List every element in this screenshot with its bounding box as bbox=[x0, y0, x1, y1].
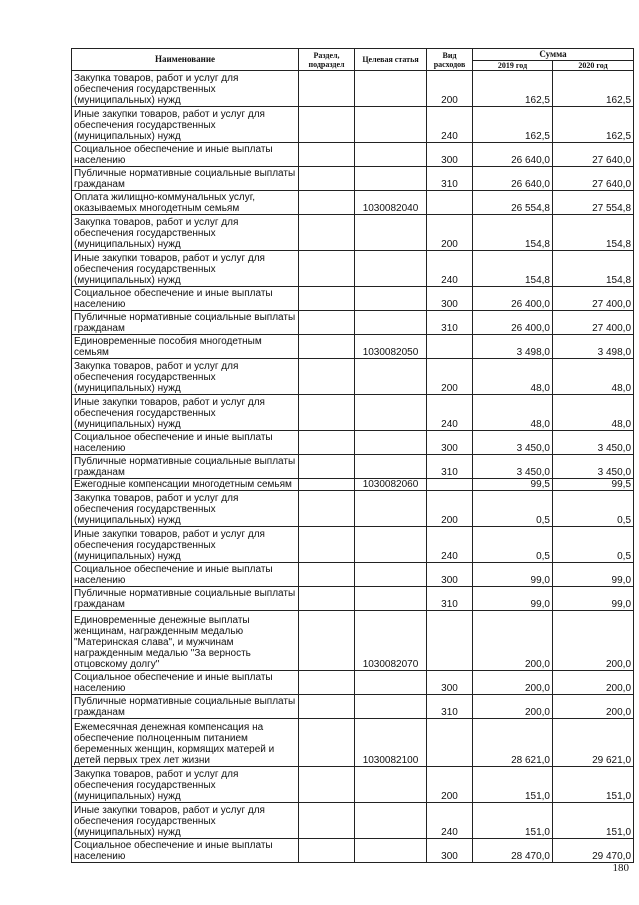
row-sum-2020: 154,8 bbox=[553, 251, 634, 287]
table-row bbox=[72, 191, 634, 215]
row-section bbox=[299, 167, 355, 191]
row-sum-2020: 3 450,0 bbox=[553, 455, 634, 479]
row-sum-2020: 27 400,0 bbox=[553, 287, 634, 311]
row-name: Закупка товаров, работ и услуг для обеспечения государственных (муниципальных) нужд bbox=[72, 767, 299, 803]
row-name: Публичные нормативные социальные выплаты гражданам bbox=[72, 587, 299, 611]
row-sum-2020: 29 621,0 bbox=[553, 719, 634, 767]
row-section bbox=[299, 359, 355, 395]
row-name: Иные закупки товаров, работ и услуг для обеспечения государственных (муниципальных) нужд bbox=[72, 527, 299, 563]
row-target bbox=[355, 71, 427, 107]
row-target bbox=[355, 455, 427, 479]
row-sum-2020: 151,0 bbox=[553, 767, 634, 803]
row-target bbox=[355, 287, 427, 311]
row-section bbox=[299, 311, 355, 335]
row-target bbox=[355, 563, 427, 587]
header-type: Вид расходов bbox=[427, 49, 473, 71]
row-sum-2020: 200,0 bbox=[553, 611, 634, 671]
row-name: Иные закупки товаров, работ и услуг для обеспечения государственных (муниципальных) нужд bbox=[72, 107, 299, 143]
row-target: 1030082060 bbox=[355, 479, 427, 491]
header-section: Раздел, подраздел bbox=[299, 49, 355, 71]
row-sum-2020: 27 400,0 bbox=[553, 311, 634, 335]
row-type: 200 bbox=[427, 491, 473, 527]
row-sum-2019: 154,8 bbox=[473, 215, 553, 251]
row-target bbox=[355, 431, 427, 455]
row-sum-2019: 26 554,8 bbox=[473, 191, 553, 215]
row-section bbox=[299, 191, 355, 215]
row-name: Социальное обеспечение и иные выплаты населению bbox=[72, 839, 299, 863]
row-type: 300 bbox=[427, 143, 473, 167]
row-name: Оплата жилищно-коммунальных услуг, оказываемых многодетным семьям bbox=[72, 191, 299, 215]
table-row bbox=[72, 719, 634, 767]
table-body bbox=[72, 71, 634, 863]
table-row bbox=[72, 71, 634, 107]
row-type: 240 bbox=[427, 251, 473, 287]
row-name: Социальное обеспечение и иные выплаты населению bbox=[72, 671, 299, 695]
row-name: Публичные нормативные социальные выплаты гражданам bbox=[72, 167, 299, 191]
row-section bbox=[299, 695, 355, 719]
row-target: 1030082100 bbox=[355, 719, 427, 767]
row-type: 300 bbox=[427, 287, 473, 311]
row-type: 300 bbox=[427, 839, 473, 863]
row-section bbox=[299, 719, 355, 767]
table-row bbox=[72, 611, 634, 671]
row-sum-2019: 162,5 bbox=[473, 107, 553, 143]
row-type: 200 bbox=[427, 71, 473, 107]
table-row bbox=[72, 803, 634, 839]
table-row bbox=[72, 215, 634, 251]
table-row bbox=[72, 563, 634, 587]
row-name: Закупка товаров, работ и услуг для обеспечения государственных (муниципальных) нужд bbox=[72, 215, 299, 251]
table-row bbox=[72, 839, 634, 863]
table-row bbox=[72, 251, 634, 287]
row-sum-2019: 200,0 bbox=[473, 611, 553, 671]
header-sum: Сумма bbox=[473, 49, 634, 61]
row-name: Социальное обеспечение и иные выплаты населению bbox=[72, 287, 299, 311]
row-target bbox=[355, 167, 427, 191]
row-type: 200 bbox=[427, 215, 473, 251]
row-sum-2019: 154,8 bbox=[473, 251, 553, 287]
row-type bbox=[427, 611, 473, 671]
table-row bbox=[72, 491, 634, 527]
row-sum-2019: 99,5 bbox=[473, 479, 553, 491]
row-sum-2019: 26 640,0 bbox=[473, 143, 553, 167]
row-sum-2019: 3 450,0 bbox=[473, 455, 553, 479]
table-row bbox=[72, 455, 634, 479]
row-type bbox=[427, 479, 473, 491]
row-sum-2020: 151,0 bbox=[553, 803, 634, 839]
row-section bbox=[299, 215, 355, 251]
row-target bbox=[355, 803, 427, 839]
row-target bbox=[355, 671, 427, 695]
row-section bbox=[299, 335, 355, 359]
row-type: 240 bbox=[427, 107, 473, 143]
row-section bbox=[299, 431, 355, 455]
row-target: 1030082040 bbox=[355, 191, 427, 215]
row-sum-2019: 3 498,0 bbox=[473, 335, 553, 359]
header-name: Наименование bbox=[72, 49, 299, 71]
row-target bbox=[355, 251, 427, 287]
row-sum-2019: 151,0 bbox=[473, 767, 553, 803]
row-sum-2020: 99,0 bbox=[553, 563, 634, 587]
row-type bbox=[427, 335, 473, 359]
table-row bbox=[72, 143, 634, 167]
row-sum-2020: 3 498,0 bbox=[553, 335, 634, 359]
table-row bbox=[72, 587, 634, 611]
row-type: 240 bbox=[427, 803, 473, 839]
row-name: Единовременные пособия многодетным семьям bbox=[72, 335, 299, 359]
page-number: 180 bbox=[612, 862, 629, 874]
row-sum-2019: 0,5 bbox=[473, 527, 553, 563]
row-section bbox=[299, 455, 355, 479]
row-sum-2020: 29 470,0 bbox=[553, 839, 634, 863]
row-type: 300 bbox=[427, 563, 473, 587]
row-sum-2019: 26 400,0 bbox=[473, 287, 553, 311]
row-sum-2020: 3 450,0 bbox=[553, 431, 634, 455]
row-sum-2020: 162,5 bbox=[553, 107, 634, 143]
row-sum-2019: 48,0 bbox=[473, 395, 553, 431]
row-section bbox=[299, 107, 355, 143]
row-section bbox=[299, 479, 355, 491]
table-row bbox=[72, 479, 634, 491]
row-type: 240 bbox=[427, 395, 473, 431]
row-section bbox=[299, 527, 355, 563]
row-section bbox=[299, 251, 355, 287]
table-row bbox=[72, 527, 634, 563]
row-type: 310 bbox=[427, 455, 473, 479]
row-sum-2019: 28 621,0 bbox=[473, 719, 553, 767]
row-section bbox=[299, 803, 355, 839]
row-name: Публичные нормативные социальные выплаты гражданам bbox=[72, 455, 299, 479]
row-sum-2020: 27 554,8 bbox=[553, 191, 634, 215]
row-type: 310 bbox=[427, 311, 473, 335]
row-type: 200 bbox=[427, 359, 473, 395]
row-name: Закупка товаров, работ и услуг для обеспечения государственных (муниципальных) нужд bbox=[72, 71, 299, 107]
row-type: 240 bbox=[427, 527, 473, 563]
row-sum-2019: 99,0 bbox=[473, 587, 553, 611]
row-type bbox=[427, 191, 473, 215]
row-sum-2020: 48,0 bbox=[553, 395, 634, 431]
row-type: 310 bbox=[427, 587, 473, 611]
table-row bbox=[72, 287, 634, 311]
row-sum-2020: 154,8 bbox=[553, 215, 634, 251]
row-name: Закупка товаров, работ и услуг для обеспечения государственных (муниципальных) нужд bbox=[72, 491, 299, 527]
row-name: Социальное обеспечение и иные выплаты населению bbox=[72, 563, 299, 587]
table-row bbox=[72, 431, 634, 455]
row-name: Иные закупки товаров, работ и услуг для обеспечения государственных (муниципальных) нужд bbox=[72, 251, 299, 287]
row-sum-2020: 200,0 bbox=[553, 671, 634, 695]
row-target bbox=[355, 311, 427, 335]
row-sum-2019: 200,0 bbox=[473, 671, 553, 695]
row-target bbox=[355, 359, 427, 395]
table-row bbox=[72, 671, 634, 695]
row-section bbox=[299, 287, 355, 311]
row-target: 1030082050 bbox=[355, 335, 427, 359]
row-sum-2020: 99,5 bbox=[553, 479, 634, 491]
row-name: Единовременные денежные выплаты женщинам, награжденным медалью "Материнская слава", и мужчинам награжденным медалью "За верность отцовскому долгу" bbox=[72, 611, 299, 671]
row-name: Закупка товаров, работ и услуг для обеспечения государственных (муниципальных) нужд bbox=[72, 359, 299, 395]
row-section bbox=[299, 611, 355, 671]
row-name: Публичные нормативные социальные выплаты гражданам bbox=[72, 695, 299, 719]
row-sum-2020: 27 640,0 bbox=[553, 143, 634, 167]
row-name: Социальное обеспечение и иные выплаты населению bbox=[72, 143, 299, 167]
row-sum-2019: 48,0 bbox=[473, 359, 553, 395]
row-target bbox=[355, 839, 427, 863]
table-row bbox=[72, 335, 634, 359]
row-sum-2019: 99,0 bbox=[473, 563, 553, 587]
row-target bbox=[355, 491, 427, 527]
header-year-2020: 2020 год bbox=[553, 61, 634, 71]
row-target: 1030082070 bbox=[355, 611, 427, 671]
row-sum-2019: 151,0 bbox=[473, 803, 553, 839]
table-row bbox=[72, 395, 634, 431]
row-section bbox=[299, 587, 355, 611]
row-target bbox=[355, 143, 427, 167]
row-sum-2019: 26 400,0 bbox=[473, 311, 553, 335]
row-type: 300 bbox=[427, 431, 473, 455]
row-section bbox=[299, 839, 355, 863]
row-sum-2019: 162,5 bbox=[473, 71, 553, 107]
row-sum-2019: 200,0 bbox=[473, 695, 553, 719]
row-sum-2020: 0,5 bbox=[553, 527, 634, 563]
row-sum-2019: 28 470,0 bbox=[473, 839, 553, 863]
row-name: Иные закупки товаров, работ и услуг для обеспечения государственных (муниципальных) нужд bbox=[72, 395, 299, 431]
row-sum-2019: 0,5 bbox=[473, 491, 553, 527]
row-sum-2020: 162,5 bbox=[553, 71, 634, 107]
row-section bbox=[299, 767, 355, 803]
row-sum-2020: 99,0 bbox=[553, 587, 634, 611]
table-row bbox=[72, 695, 634, 719]
row-target bbox=[355, 767, 427, 803]
row-section bbox=[299, 563, 355, 587]
row-target bbox=[355, 587, 427, 611]
header-year-2019: 2019 год bbox=[473, 61, 553, 71]
row-name: Публичные нормативные социальные выплаты гражданам bbox=[72, 311, 299, 335]
row-sum-2019: 3 450,0 bbox=[473, 431, 553, 455]
row-type bbox=[427, 719, 473, 767]
row-sum-2020: 200,0 bbox=[553, 695, 634, 719]
row-name: Ежегодные компенсации многодетным семьям bbox=[72, 479, 299, 491]
row-name: Иные закупки товаров, работ и услуг для обеспечения государственных (муниципальных) нужд bbox=[72, 803, 299, 839]
row-target bbox=[355, 527, 427, 563]
row-name: Социальное обеспечение и иные выплаты населению bbox=[72, 431, 299, 455]
table-row bbox=[72, 311, 634, 335]
row-sum-2020: 0,5 bbox=[553, 491, 634, 527]
row-sum-2020: 48,0 bbox=[553, 359, 634, 395]
row-target bbox=[355, 107, 427, 143]
row-name: Ежемесячная денежная компенсация на обеспечение полноценным питанием беременных женщин, кормящих матерей и детей первых трех лет жизни bbox=[72, 719, 299, 767]
row-type: 200 bbox=[427, 767, 473, 803]
row-sum-2019: 26 640,0 bbox=[473, 167, 553, 191]
budget-table bbox=[71, 48, 634, 863]
row-type: 310 bbox=[427, 167, 473, 191]
table-row bbox=[72, 359, 634, 395]
row-target bbox=[355, 215, 427, 251]
row-type: 300 bbox=[427, 671, 473, 695]
header-target: Целевая статья bbox=[355, 49, 427, 71]
row-section bbox=[299, 395, 355, 431]
table-row bbox=[72, 767, 634, 803]
row-section bbox=[299, 671, 355, 695]
table-row bbox=[72, 167, 634, 191]
row-section bbox=[299, 71, 355, 107]
row-section bbox=[299, 491, 355, 527]
row-target bbox=[355, 395, 427, 431]
row-target bbox=[355, 695, 427, 719]
row-section bbox=[299, 143, 355, 167]
row-sum-2020: 27 640,0 bbox=[553, 167, 634, 191]
table-row bbox=[72, 107, 634, 143]
row-type: 310 bbox=[427, 695, 473, 719]
